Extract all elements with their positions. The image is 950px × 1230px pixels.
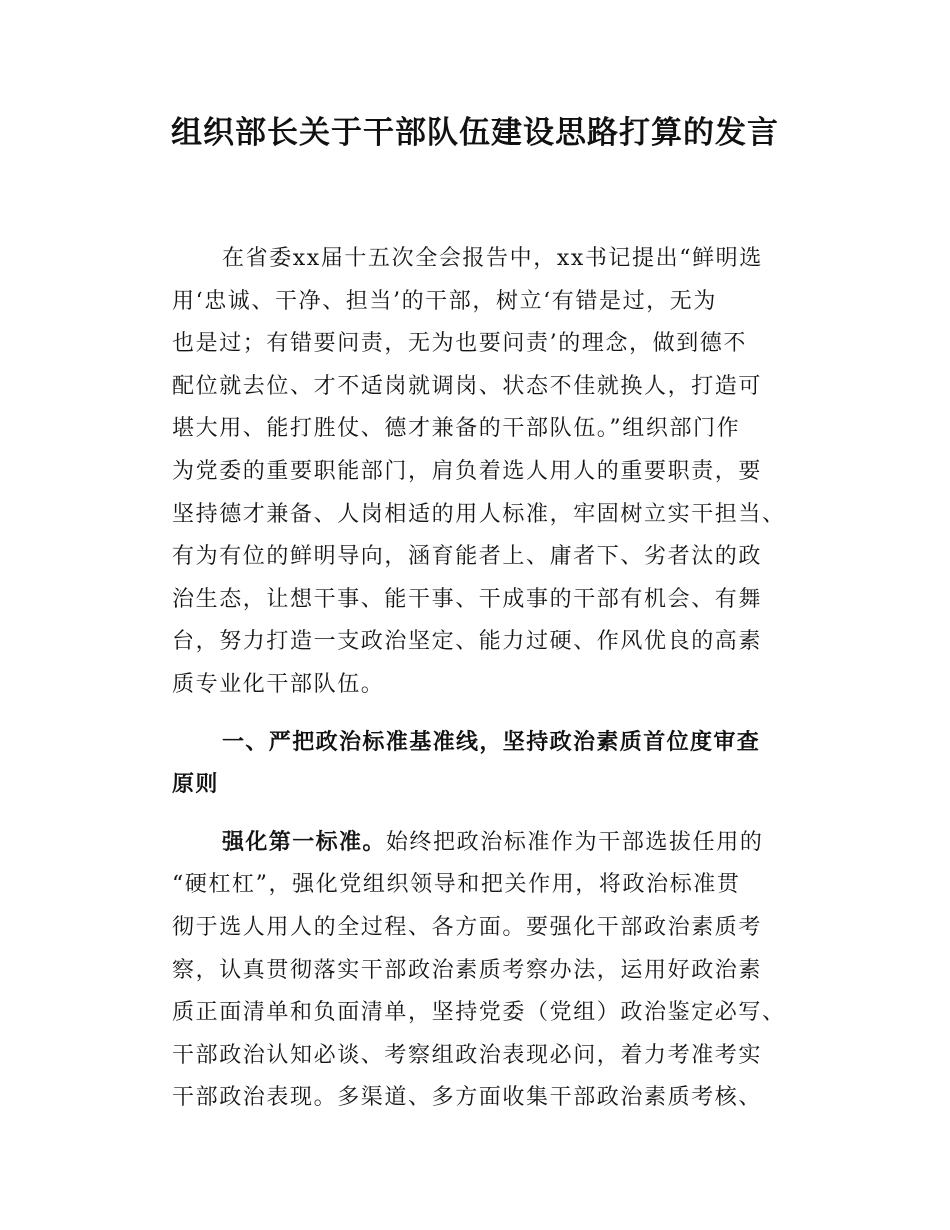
paragraph-line: 台，努力打造一支政治坚定、能力过硬、作风优良的高素 <box>172 629 763 655</box>
intro-paragraph <box>172 238 812 707</box>
section-heading-line: 原则 <box>172 772 219 798</box>
section-heading-line: 一、严把政治标准基准线，坚持政治素质首位度审查 <box>222 729 761 755</box>
paragraph-line: 在省委xx届十五次全会报告中，xx书记提出“鲜明选 <box>222 246 763 271</box>
paragraph-line: 干部政治认知必谈、考察组政治表现必问，着力考准考实 <box>172 1042 763 1068</box>
section-heading <box>172 722 812 807</box>
paragraph-line: 配位就去位、才不适岗就调岗、状态不佳就换人，打造可 <box>172 373 763 399</box>
paragraph-line: 察，认真贯彻落实干部政治素质考察办法，运用好政治素 <box>172 957 763 983</box>
paragraph-line: 质专业化干部队伍。 <box>172 671 385 697</box>
paragraph-line: 质正面清单和负面清单，坚持党委（党组）政治鉴定必写、 <box>172 1000 786 1026</box>
document-title: 组织部长关于干部队伍建设思路打算的发言 <box>171 115 779 151</box>
paragraph-line: 治生态，让想干事、能干事、干成事的干部有机会、有舞 <box>172 586 763 612</box>
paragraph-line: 有为有位的鲜明导向，涵育能者上、庸者下、劣者汰的政 <box>172 544 763 570</box>
paragraph-line: 用‘忠诚、干净、担当’的干部，树立‘有错是过，无为 <box>172 288 717 314</box>
paragraph-line: 彻于选人用人的全过程、各方面。要强化干部政治素质考 <box>172 914 763 940</box>
lead-heading: 强化第一标准。 <box>222 829 386 855</box>
paragraph-line: 堪大用、能打胜仗、德才兼备的干部队伍。”组织部门作 <box>172 416 741 442</box>
paragraph-line: 干部政治表现。多渠道、多方面收集干部政治素质考核、 <box>172 1085 763 1111</box>
paragraph-line <box>172 822 812 865</box>
paragraph-line: 也是过；有错要问责，无为也要问责’的理念，做到德不 <box>172 331 747 357</box>
paragraph-line: 为党委的重要职能部门，肩负着选人用人的重要职责，要 <box>172 458 763 484</box>
section-paragraph <box>172 822 812 1120</box>
lead-text: 始终把政治标准作为干部选拔任用的 <box>385 829 764 855</box>
paragraph-line: 坚持德才兼备、人岗相适的用人标准，牢固树立实干担当、 <box>172 501 786 527</box>
paragraph-spacer <box>172 707 812 722</box>
paragraph-spacer <box>172 807 812 822</box>
document-body <box>172 238 812 1120</box>
paragraph-line: “硬杠杠”，强化党组织领导和把关作用，将政治标准贯 <box>172 872 741 898</box>
